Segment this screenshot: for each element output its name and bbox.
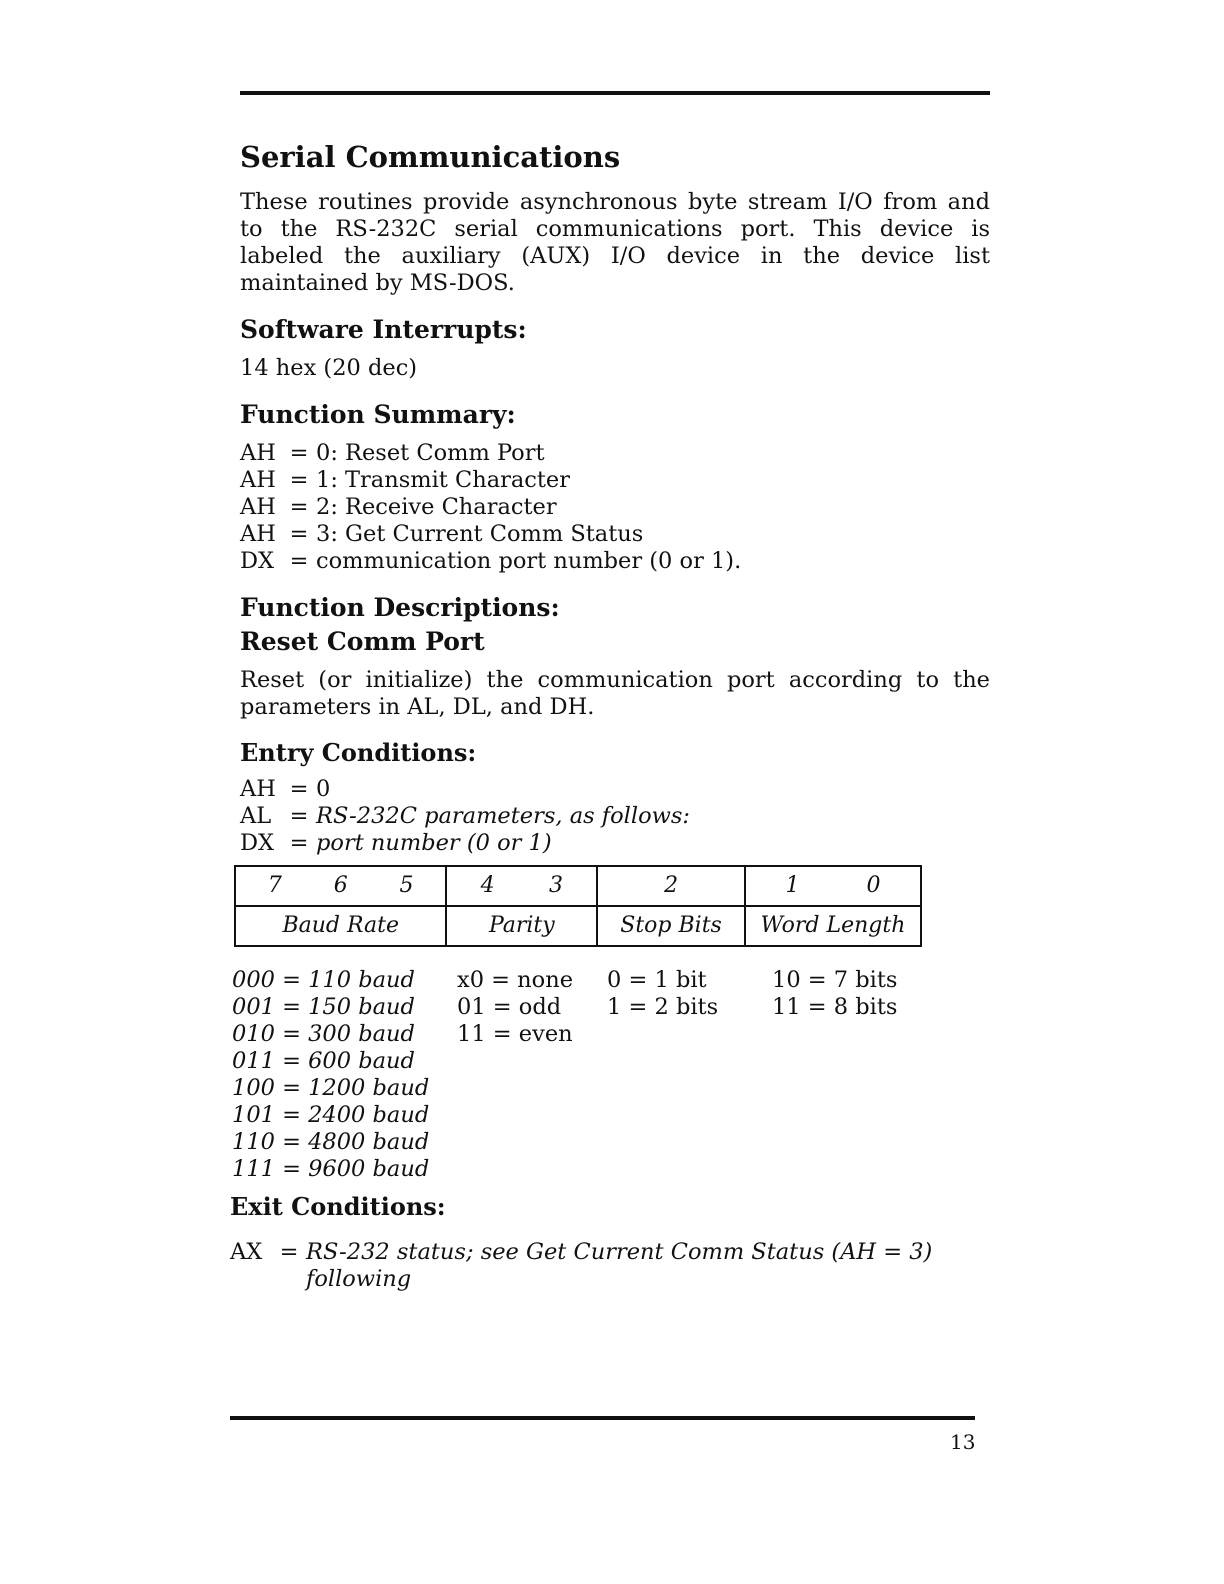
bit-numbers-parity: 4 3	[446, 866, 597, 906]
baud-code: 010 = 300 baud	[232, 1020, 415, 1047]
function-summary-heading: Function Summary:	[240, 399, 516, 429]
function-summary-item: DX = communication port number (0 or 1).	[240, 547, 742, 574]
reset-comm-port-text: Reset (or initialize) the communication port according to the parameters in AL, DL, and DH.	[240, 666, 990, 720]
baud-code: 001 = 150 baud	[232, 993, 415, 1020]
exit-condition-desc-line2: following	[306, 1266, 412, 1293]
baud-code: 000 = 110 baud	[232, 966, 415, 993]
parity-code: 01 = odd	[457, 993, 562, 1020]
field-parity: Parity	[446, 906, 597, 946]
page-content	[230, 140, 990, 1293]
bottom-rule	[230, 1416, 975, 1420]
field-word-length: Word Length	[745, 906, 921, 946]
exit-condition-desc-line1: RS-232 status; see Get Current Comm Status (AH = 3)	[306, 1239, 933, 1266]
parameter-codes	[232, 967, 990, 1183]
entry-conditions-heading: Entry Conditions:	[240, 737, 477, 767]
baud-codes-column	[232, 967, 457, 1183]
software-interrupts-heading: Software Interrupts:	[240, 314, 527, 344]
reset-comm-port-heading: Reset Comm Port	[240, 626, 485, 656]
baud-code: 111 = 9600 baud	[232, 1155, 430, 1182]
field-baud-rate: Baud Rate	[235, 906, 446, 946]
stop-code: 0 = 1 bit	[607, 966, 707, 993]
baud-code: 100 = 1200 baud	[232, 1074, 430, 1101]
entry-condition-item: DX = port number (0 or 1)	[240, 829, 552, 856]
function-summary-list	[240, 440, 990, 575]
baud-code: 110 = 4800 baud	[232, 1128, 430, 1155]
rs232-parameter-bit-table	[234, 865, 922, 947]
word-codes-column	[772, 967, 932, 1183]
software-interrupts-value: 14 hex (20 dec)	[240, 354, 418, 381]
stop-codes-column	[607, 967, 772, 1183]
word-code: 10 = 7 bits	[772, 966, 898, 993]
function-summary-item: AH = 0: Reset Comm Port	[240, 439, 545, 466]
stop-code: 1 = 2 bits	[607, 993, 719, 1020]
parity-code: x0 = none	[457, 966, 574, 993]
function-summary-item: AH = 3: Get Current Comm Status	[240, 520, 644, 547]
entry-conditions-list	[240, 776, 990, 857]
page-number: 13	[950, 1430, 976, 1454]
entry-condition-item: AL = RS-232C parameters, as follows:	[240, 802, 691, 829]
baud-code: 101 = 2400 baud	[232, 1101, 430, 1128]
bit-field-row	[235, 906, 921, 946]
entry-condition-item: AH = 0	[240, 775, 331, 802]
function-descriptions-heading: Function Descriptions:	[240, 592, 560, 622]
field-stop-bits: Stop Bits	[597, 906, 745, 946]
bit-numbers-word: 1 0	[745, 866, 921, 906]
function-summary-item: AH = 1: Transmit Character	[240, 466, 570, 493]
function-summary-item: AH = 2: Receive Character	[240, 493, 557, 520]
exit-condition-item: AX = RS-232 status; see Get Current Comm Status (AH = 3) following	[230, 1239, 933, 1293]
intro-paragraph: These routines provide asynchronous byte stream I/O from and to the RS-232C serial communications port. This device is labeled the auxiliary (AUX) I/O device in the device list maintained by MS-DOS.	[240, 188, 990, 296]
baud-code: 011 = 600 baud	[232, 1047, 415, 1074]
section-title: Serial Communications	[240, 140, 621, 174]
word-code: 11 = 8 bits	[772, 993, 898, 1020]
bit-numbers-baud: 7 6 5	[235, 866, 446, 906]
exit-conditions-heading: Exit Conditions:	[230, 1191, 446, 1221]
parity-codes-column	[457, 967, 607, 1183]
bit-number-row	[235, 866, 921, 906]
parity-code: 11 = even	[457, 1020, 573, 1047]
top-rule	[240, 91, 990, 95]
bit-numbers-stop: 2	[597, 866, 745, 906]
